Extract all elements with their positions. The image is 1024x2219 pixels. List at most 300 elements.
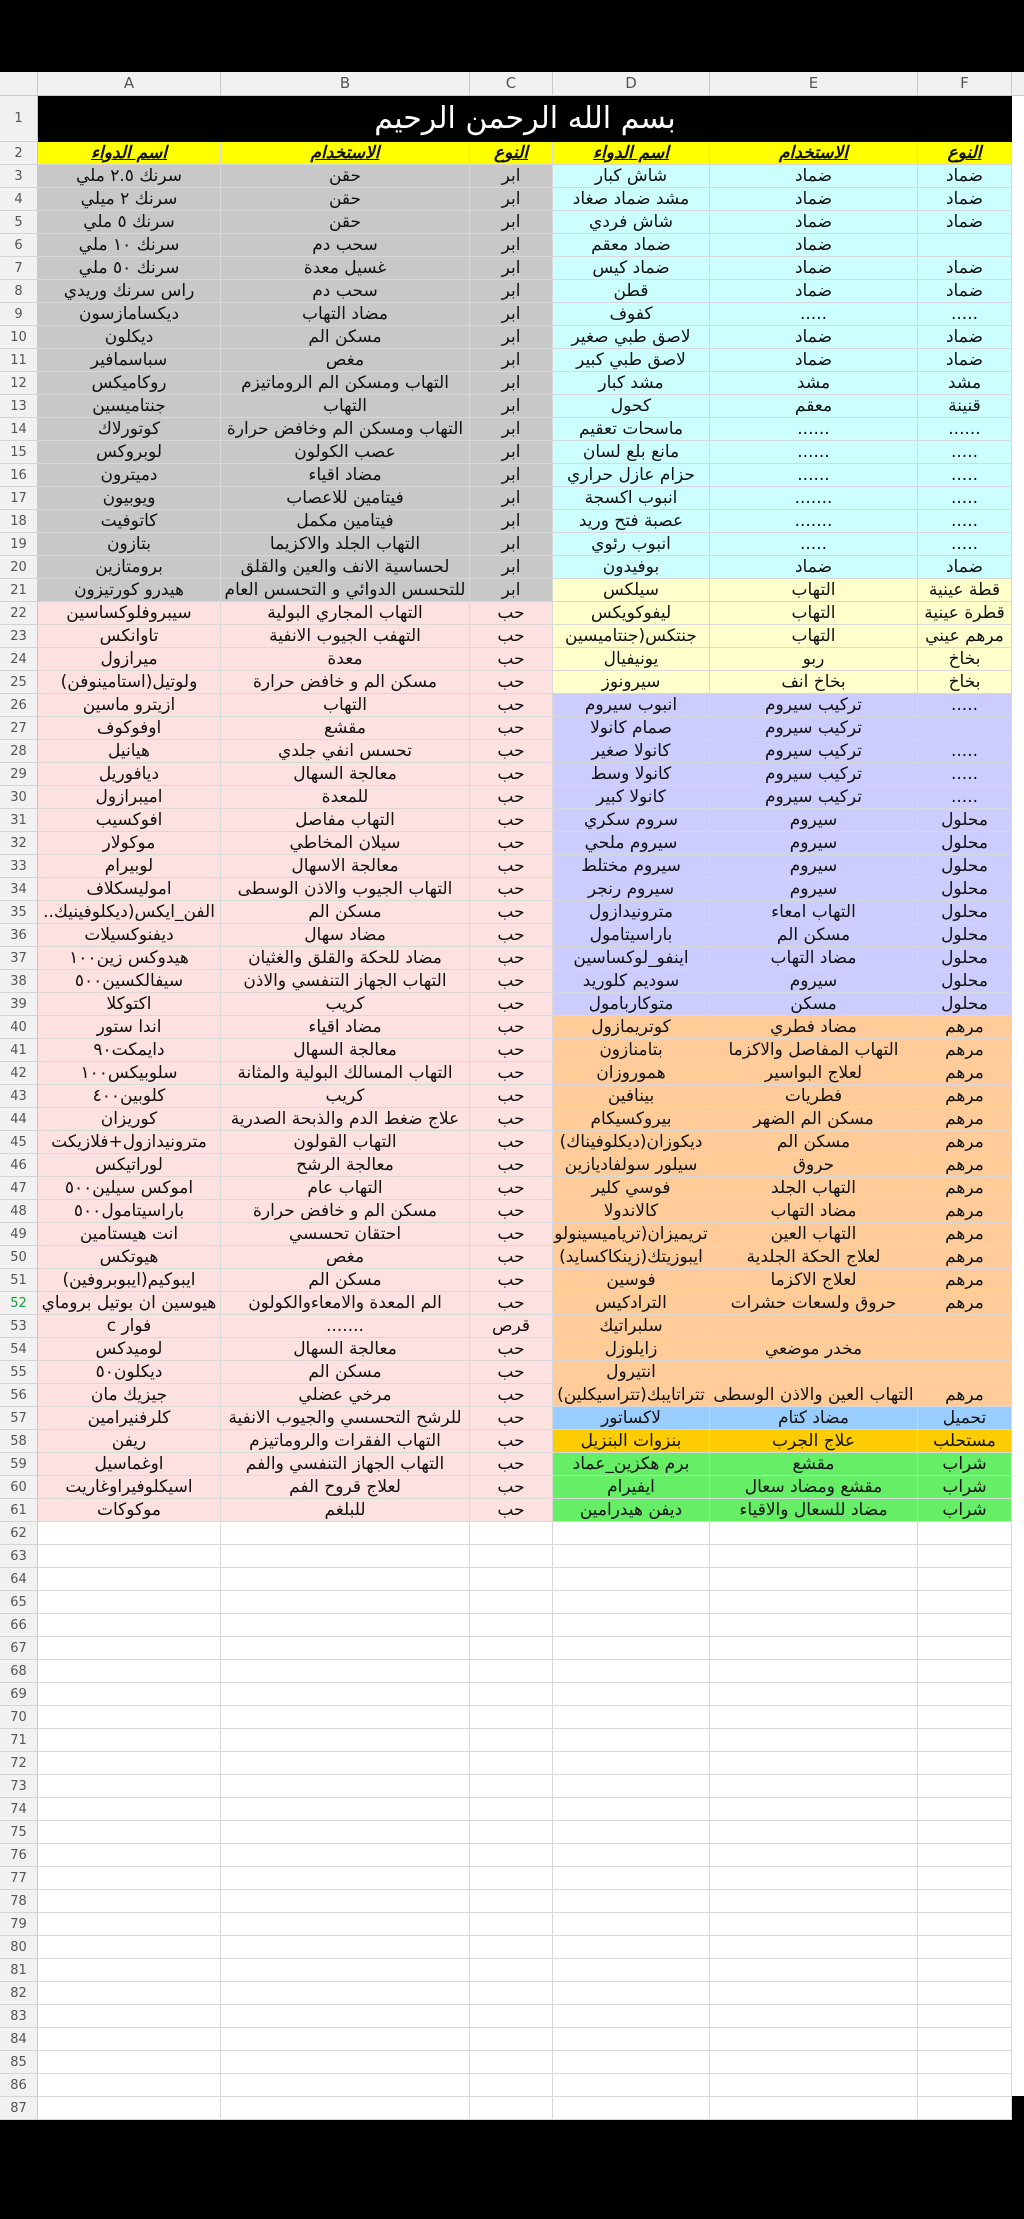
cell[interactable]: هموروزان — [553, 1062, 710, 1085]
cell[interactable]: حب — [470, 1223, 553, 1246]
cell[interactable]: ابر — [470, 372, 553, 395]
cell[interactable]: سرنك ٢.٥ ملي — [38, 165, 221, 188]
cell[interactable]: التهاب — [710, 579, 918, 602]
row-number[interactable]: 1 — [0, 96, 38, 142]
cell[interactable]: حب — [470, 1039, 553, 1062]
empty-cell[interactable] — [918, 1982, 1012, 2005]
row-number[interactable]: 34 — [0, 878, 38, 901]
cell[interactable]: تحسس انفي جلدي — [221, 740, 470, 763]
empty-cell[interactable] — [38, 1706, 221, 1729]
empty-cell[interactable] — [470, 1637, 553, 1660]
cell[interactable]: جنتكس(جنتاميسين — [553, 625, 710, 648]
empty-cell[interactable] — [710, 1522, 918, 1545]
row-number[interactable]: 11 — [0, 349, 38, 372]
cell[interactable]: اندا ستور — [38, 1016, 221, 1039]
empty-cell[interactable] — [918, 1959, 1012, 1982]
cell[interactable]: حب — [470, 1062, 553, 1085]
row-number[interactable]: 71 — [0, 1729, 38, 1752]
cell[interactable]: التهاب ومسكن الم وخافض حرارة — [221, 418, 470, 441]
row-number[interactable]: 24 — [0, 648, 38, 671]
empty-cell[interactable] — [38, 1614, 221, 1637]
cell[interactable]: مضاد فطري — [710, 1016, 918, 1039]
cell[interactable]: مسكن الم — [221, 901, 470, 924]
empty-cell[interactable] — [470, 1591, 553, 1614]
empty-cell[interactable] — [918, 2028, 1012, 2051]
cell[interactable]: ..... — [918, 303, 1012, 326]
empty-cell[interactable] — [470, 2074, 553, 2097]
cell[interactable]: بوفيدون — [553, 556, 710, 579]
row-number[interactable]: 43 — [0, 1085, 38, 1108]
empty-cell[interactable] — [38, 1798, 221, 1821]
row-number[interactable]: 60 — [0, 1476, 38, 1499]
empty-cell[interactable] — [553, 1913, 710, 1936]
cell[interactable]: الترادكيس — [553, 1292, 710, 1315]
empty-cell[interactable] — [710, 1913, 918, 1936]
row-number[interactable]: 10 — [0, 326, 38, 349]
row-number[interactable]: 83 — [0, 2005, 38, 2028]
cell[interactable]: سيلان المخاطي — [221, 832, 470, 855]
cell[interactable]: لعلاج قروح الفم — [221, 1476, 470, 1499]
cell[interactable]: مرهم — [918, 1384, 1012, 1407]
cell[interactable]: سباسمافير — [38, 349, 221, 372]
cell[interactable]: ديكلون٥٠ — [38, 1361, 221, 1384]
cell[interactable]: مضاد اقياء — [221, 464, 470, 487]
cell[interactable]: تاوانكس — [38, 625, 221, 648]
cell[interactable]: تركيب سيروم — [710, 763, 918, 786]
cell[interactable]: كوتريمازول — [553, 1016, 710, 1039]
column-header-a[interactable]: A — [38, 72, 221, 95]
empty-cell[interactable] — [221, 1775, 470, 1798]
empty-cell[interactable] — [553, 2005, 710, 2028]
empty-cell[interactable] — [553, 1752, 710, 1775]
cell[interactable]: ضماد — [710, 556, 918, 579]
row-number[interactable]: 50 — [0, 1246, 38, 1269]
empty-cell[interactable] — [918, 1821, 1012, 1844]
column-header-e[interactable]: E — [710, 72, 918, 95]
cell[interactable]: مغص — [221, 349, 470, 372]
empty-cell[interactable] — [38, 2005, 221, 2028]
empty-cell[interactable] — [553, 1591, 710, 1614]
cell[interactable]: ...... — [710, 441, 918, 464]
row-number[interactable]: 78 — [0, 1890, 38, 1913]
cell[interactable]: مرهم — [918, 1131, 1012, 1154]
row-number[interactable]: 54 — [0, 1338, 38, 1361]
empty-cell[interactable] — [710, 1637, 918, 1660]
row-number[interactable]: 65 — [0, 1591, 38, 1614]
cell[interactable]: تحميل — [918, 1407, 1012, 1430]
empty-cell[interactable] — [470, 1568, 553, 1591]
cell[interactable]: حب — [470, 901, 553, 924]
empty-cell[interactable] — [38, 2074, 221, 2097]
cell[interactable] — [710, 1361, 918, 1384]
cell[interactable]: للرشح التحسسي والجيوب الانفية — [221, 1407, 470, 1430]
cell[interactable]: ..... — [918, 740, 1012, 763]
cell[interactable]: حب — [470, 832, 553, 855]
cell[interactable]: معالجة السهال — [221, 1039, 470, 1062]
empty-cell[interactable] — [918, 1890, 1012, 1913]
cell[interactable]: مسكن الم الضهر — [710, 1108, 918, 1131]
cell[interactable]: ..... — [918, 487, 1012, 510]
empty-cell[interactable] — [38, 1844, 221, 1867]
cell[interactable]: التهاب الجلد والاكزيما — [221, 533, 470, 556]
cell[interactable]: كحول — [553, 395, 710, 418]
row-number[interactable]: 68 — [0, 1660, 38, 1683]
empty-cell[interactable] — [221, 1729, 470, 1752]
cell[interactable]: ...... — [918, 418, 1012, 441]
empty-cell[interactable] — [221, 1959, 470, 1982]
row-number[interactable]: 8 — [0, 280, 38, 303]
empty-cell[interactable] — [221, 1936, 470, 1959]
empty-cell[interactable] — [470, 1844, 553, 1867]
empty-cell[interactable] — [38, 2028, 221, 2051]
row-number[interactable]: 86 — [0, 2074, 38, 2097]
row-number[interactable]: 57 — [0, 1407, 38, 1430]
empty-cell[interactable] — [553, 1890, 710, 1913]
cell[interactable]: التهاب — [710, 625, 918, 648]
cell[interactable]: لعلاج الاكزما — [710, 1269, 918, 1292]
cell[interactable]: راس سرنك وريدي — [38, 280, 221, 303]
row-number[interactable]: 72 — [0, 1752, 38, 1775]
cell[interactable]: ميرازول — [38, 648, 221, 671]
cell[interactable]: سحب دم — [221, 280, 470, 303]
cell[interactable]: كلرفنيرامين — [38, 1407, 221, 1430]
empty-cell[interactable] — [470, 2028, 553, 2051]
cell[interactable]: متوكاربامول — [553, 993, 710, 1016]
cell[interactable]: ويوبيون — [38, 487, 221, 510]
cell[interactable]: ضماد — [918, 326, 1012, 349]
cell[interactable]: فوسي كلير — [553, 1177, 710, 1200]
row-number[interactable]: 32 — [0, 832, 38, 855]
empty-cell[interactable] — [553, 1729, 710, 1752]
row-number[interactable]: 13 — [0, 395, 38, 418]
cell[interactable]: مغص — [221, 1246, 470, 1269]
cell[interactable]: كانولا وسط — [553, 763, 710, 786]
row-number[interactable]: 19 — [0, 533, 38, 556]
row-number[interactable]: 12 — [0, 372, 38, 395]
cell[interactable]: حب — [470, 1361, 553, 1384]
cell[interactable]: مسكن الم — [221, 326, 470, 349]
empty-cell[interactable] — [918, 1545, 1012, 1568]
cell[interactable]: حب — [470, 694, 553, 717]
empty-cell[interactable] — [918, 1568, 1012, 1591]
cell[interactable]: هيوسين ان بوتيل بروماي — [38, 1292, 221, 1315]
cell[interactable]: لوبروكس — [38, 441, 221, 464]
cell[interactable]: حب — [470, 1085, 553, 1108]
cell[interactable]: فوسين — [553, 1269, 710, 1292]
cell[interactable]: حزام عازل حراري — [553, 464, 710, 487]
row-number[interactable]: 87 — [0, 2097, 38, 2120]
empty-cell[interactable] — [38, 1775, 221, 1798]
cell[interactable]: ضماد — [918, 257, 1012, 280]
cell[interactable]: هيانيل — [38, 740, 221, 763]
cell[interactable]: قرص — [470, 1315, 553, 1338]
cell[interactable]: سيروم — [710, 809, 918, 832]
cell[interactable]: مرهم عيني — [918, 625, 1012, 648]
cell[interactable]: محلول — [918, 970, 1012, 993]
cell[interactable]: سيرونوز — [553, 671, 710, 694]
row-number[interactable]: 62 — [0, 1522, 38, 1545]
cell[interactable]: باراسيتامول٥٠٠ — [38, 1200, 221, 1223]
empty-cell[interactable] — [221, 1637, 470, 1660]
cell[interactable]: ابر — [470, 165, 553, 188]
row-number[interactable]: 21 — [0, 579, 38, 602]
empty-cell[interactable] — [553, 1775, 710, 1798]
cell[interactable]: كوتورلاك — [38, 418, 221, 441]
empty-cell[interactable] — [918, 1660, 1012, 1683]
empty-cell[interactable] — [710, 1591, 918, 1614]
row-number[interactable]: 84 — [0, 2028, 38, 2051]
row-number[interactable]: 74 — [0, 1798, 38, 1821]
empty-cell[interactable] — [918, 1706, 1012, 1729]
cell[interactable]: ماسحات تعقيم — [553, 418, 710, 441]
cell[interactable]: حب — [470, 1292, 553, 1315]
empty-cell[interactable] — [918, 1867, 1012, 1890]
cell[interactable]: معالجة الرشح — [221, 1154, 470, 1177]
cell[interactable]: انت هيستامين — [38, 1223, 221, 1246]
cell[interactable]: مضاد التهاب — [710, 947, 918, 970]
cell[interactable]: مشد ضماد صغاد — [553, 188, 710, 211]
cell[interactable]: تريميزان(ترياميسينولو — [553, 1223, 710, 1246]
cell[interactable]: ضماد — [710, 280, 918, 303]
cell[interactable]: التهاب الجلد — [710, 1177, 918, 1200]
cell[interactable]: كلوبين٤٠٠ — [38, 1085, 221, 1108]
cell[interactable]: علاج الجرب — [710, 1430, 918, 1453]
row-number[interactable]: 48 — [0, 1200, 38, 1223]
row-number[interactable]: 55 — [0, 1361, 38, 1384]
empty-cell[interactable] — [710, 1821, 918, 1844]
empty-cell[interactable] — [918, 1683, 1012, 1706]
empty-cell[interactable] — [221, 2051, 470, 2074]
row-number[interactable]: 39 — [0, 993, 38, 1016]
column-header-c[interactable]: C — [470, 72, 553, 95]
empty-cell[interactable] — [710, 1775, 918, 1798]
empty-cell[interactable] — [553, 1844, 710, 1867]
empty-cell[interactable] — [553, 1545, 710, 1568]
empty-cell[interactable] — [710, 1614, 918, 1637]
cell[interactable]: بنزوات البنزيل — [553, 1430, 710, 1453]
cell[interactable]: ابر — [470, 188, 553, 211]
cell[interactable]: حب — [470, 1338, 553, 1361]
empty-cell[interactable] — [710, 1752, 918, 1775]
empty-cell[interactable] — [221, 1982, 470, 2005]
cell[interactable] — [918, 1361, 1012, 1384]
row-number[interactable]: 22 — [0, 602, 38, 625]
cell[interactable]: ضماد — [918, 188, 1012, 211]
empty-cell[interactable] — [470, 1775, 553, 1798]
cell[interactable]: قطن — [553, 280, 710, 303]
cell[interactable]: جنتاميسين — [38, 395, 221, 418]
cell[interactable]: ..... — [918, 694, 1012, 717]
cell[interactable]: موكولار — [38, 832, 221, 855]
cell[interactable]: ديكلون — [38, 326, 221, 349]
row-number[interactable]: 18 — [0, 510, 38, 533]
cell[interactable]: سرنك ١٠ ملي — [38, 234, 221, 257]
cell[interactable]: ايبوكيم(ايبوبروفين) — [38, 1269, 221, 1292]
empty-cell[interactable] — [38, 1913, 221, 1936]
cell[interactable]: سيلور سولفاديازين — [553, 1154, 710, 1177]
cell[interactable]: ضماد — [710, 349, 918, 372]
cell[interactable]: شراب — [918, 1453, 1012, 1476]
empty-cell[interactable] — [918, 2074, 1012, 2097]
cell[interactable]: سيروم — [710, 878, 918, 901]
cell[interactable]: محلول — [918, 855, 1012, 878]
empty-cell[interactable] — [38, 1729, 221, 1752]
cell[interactable]: ابر — [470, 326, 553, 349]
empty-cell[interactable] — [710, 1844, 918, 1867]
cell[interactable]: التهاب المسالك البولية والمثانة — [221, 1062, 470, 1085]
empty-cell[interactable] — [470, 1706, 553, 1729]
cell[interactable]: حب — [470, 924, 553, 947]
row-number[interactable]: 82 — [0, 1982, 38, 2005]
row-number[interactable]: 41 — [0, 1039, 38, 1062]
cell[interactable]: بخاخ — [918, 671, 1012, 694]
cell[interactable]: شراب — [918, 1476, 1012, 1499]
cell[interactable]: صمام كانولا — [553, 717, 710, 740]
empty-cell[interactable] — [710, 1936, 918, 1959]
cell[interactable]: سحب دم — [221, 234, 470, 257]
row-number[interactable]: 63 — [0, 1545, 38, 1568]
cell[interactable]: تتراتايبك(تتراسيكلين) — [553, 1384, 710, 1407]
empty-cell[interactable] — [470, 1729, 553, 1752]
cell[interactable]: جيزيك مان — [38, 1384, 221, 1407]
row-number[interactable]: 35 — [0, 901, 38, 924]
cell[interactable]: لحساسية الانف والعين والقلق — [221, 556, 470, 579]
row-number[interactable]: 76 — [0, 1844, 38, 1867]
empty-cell[interactable] — [470, 1890, 553, 1913]
empty-cell[interactable] — [710, 1982, 918, 2005]
cell[interactable]: كوريزان — [38, 1108, 221, 1131]
empty-cell[interactable] — [221, 1522, 470, 1545]
empty-cell[interactable] — [470, 2051, 553, 2074]
row-number[interactable]: 7 — [0, 257, 38, 280]
empty-cell[interactable] — [553, 1568, 710, 1591]
cell[interactable]: انبوب اكسجة — [553, 487, 710, 510]
cell[interactable]: ..... — [710, 533, 918, 556]
cell[interactable]: حب — [470, 671, 553, 694]
cell[interactable]: كفوف — [553, 303, 710, 326]
empty-cell[interactable] — [221, 1844, 470, 1867]
row-number[interactable]: 37 — [0, 947, 38, 970]
empty-cell[interactable] — [553, 1683, 710, 1706]
cell[interactable]: ديافوريل — [38, 763, 221, 786]
cell[interactable]: التهاب — [221, 395, 470, 418]
cell[interactable]: عصب الكولون — [221, 441, 470, 464]
row-number[interactable]: 30 — [0, 786, 38, 809]
cell[interactable]: مضاد اقياء — [221, 1016, 470, 1039]
cell[interactable]: حب — [470, 740, 553, 763]
cell[interactable]: التهاب الفقرات والروماتيزم — [221, 1430, 470, 1453]
cell[interactable]: زايلوزل — [553, 1338, 710, 1361]
cell[interactable]: هيوتكس — [38, 1246, 221, 1269]
cell[interactable]: كاتوفيت — [38, 510, 221, 533]
row-number[interactable]: 61 — [0, 1499, 38, 1522]
empty-cell[interactable] — [553, 2028, 710, 2051]
cell[interactable]: ...... — [710, 464, 918, 487]
empty-cell[interactable] — [221, 1752, 470, 1775]
empty-cell[interactable] — [918, 2005, 1012, 2028]
empty-cell[interactable] — [470, 1683, 553, 1706]
cell[interactable]: معدة — [221, 648, 470, 671]
cell[interactable]: ضماد — [710, 211, 918, 234]
cell[interactable]: ....... — [710, 487, 918, 510]
sheet-title-cell[interactable]: بسم الله الرحمن الرحيم — [38, 96, 1012, 142]
row-number[interactable]: 70 — [0, 1706, 38, 1729]
cell[interactable]: حب — [470, 1200, 553, 1223]
cell[interactable]: التهفب الجيوب الانفية — [221, 625, 470, 648]
cell[interactable]: اينفو_لوكساسين — [553, 947, 710, 970]
empty-cell[interactable] — [38, 1752, 221, 1775]
row-number[interactable]: 9 — [0, 303, 38, 326]
cell[interactable]: التهاب ومسكن الم الروماتيزم — [221, 372, 470, 395]
cell[interactable]: مشد كبار — [553, 372, 710, 395]
cell[interactable]: حب — [470, 1430, 553, 1453]
cell[interactable]: معالجة السهال — [221, 763, 470, 786]
cell[interactable]: ابر — [470, 211, 553, 234]
cell[interactable]: اموكس سيلين٥٠٠ — [38, 1177, 221, 1200]
cell[interactable]: ...... — [710, 418, 918, 441]
cell[interactable]: برم هكزين_عماد — [553, 1453, 710, 1476]
header-cell[interactable]: النوع — [918, 142, 1012, 165]
empty-cell[interactable] — [553, 1982, 710, 2005]
cell[interactable]: ابر — [470, 487, 553, 510]
header-cell[interactable]: الاستخدام — [221, 142, 470, 165]
cell[interactable]: ليفوكويكس — [553, 602, 710, 625]
row-number[interactable]: 5 — [0, 211, 38, 234]
empty-cell[interactable] — [553, 1959, 710, 1982]
cell[interactable]: كالاندولا — [553, 1200, 710, 1223]
cell[interactable]: سرنك ٢ ميلي — [38, 188, 221, 211]
row-number[interactable]: 15 — [0, 441, 38, 464]
cell[interactable]: ديكوزان(ديكلوفيناك) — [553, 1131, 710, 1154]
empty-cell[interactable] — [221, 1683, 470, 1706]
empty-cell[interactable] — [710, 2097, 918, 2120]
empty-cell[interactable] — [710, 2051, 918, 2074]
cell[interactable]: بينافين — [553, 1085, 710, 1108]
cell[interactable]: ..... — [918, 464, 1012, 487]
cell[interactable]: قطة عينية — [918, 579, 1012, 602]
spreadsheet[interactable] — [0, 72, 1024, 2116]
cell[interactable]: سيروم — [710, 970, 918, 993]
empty-cell[interactable] — [553, 2051, 710, 2074]
cell[interactable]: ضماد — [918, 165, 1012, 188]
empty-cell[interactable] — [553, 1936, 710, 1959]
cell[interactable]: حب — [470, 855, 553, 878]
cell[interactable]: ديكسامازسون — [38, 303, 221, 326]
empty-cell[interactable] — [38, 1637, 221, 1660]
cell[interactable]: ضماد معقم — [553, 234, 710, 257]
row-number[interactable]: 16 — [0, 464, 38, 487]
empty-cell[interactable] — [221, 2028, 470, 2051]
cell[interactable]: بتازون — [38, 533, 221, 556]
cell[interactable]: باراسيتامول — [553, 924, 710, 947]
cell[interactable]: قنينة — [918, 395, 1012, 418]
empty-cell[interactable] — [710, 1706, 918, 1729]
empty-cell[interactable] — [710, 1545, 918, 1568]
cell[interactable]: ضماد — [710, 165, 918, 188]
column-header-b[interactable]: B — [221, 72, 470, 95]
cell[interactable]: التهاب — [710, 602, 918, 625]
cell[interactable]: تركيب سيروم — [710, 694, 918, 717]
empty-cell[interactable] — [221, 2097, 470, 2120]
empty-cell[interactable] — [470, 1867, 553, 1890]
cell[interactable]: سيروم — [710, 832, 918, 855]
empty-cell[interactable] — [38, 1683, 221, 1706]
cell[interactable]: مقشع ومضاد سعال — [710, 1476, 918, 1499]
cell[interactable]: كانولا صغير — [553, 740, 710, 763]
row-number[interactable]: 79 — [0, 1913, 38, 1936]
empty-cell[interactable] — [38, 1936, 221, 1959]
cell[interactable]: مانع بلع لسان — [553, 441, 710, 464]
